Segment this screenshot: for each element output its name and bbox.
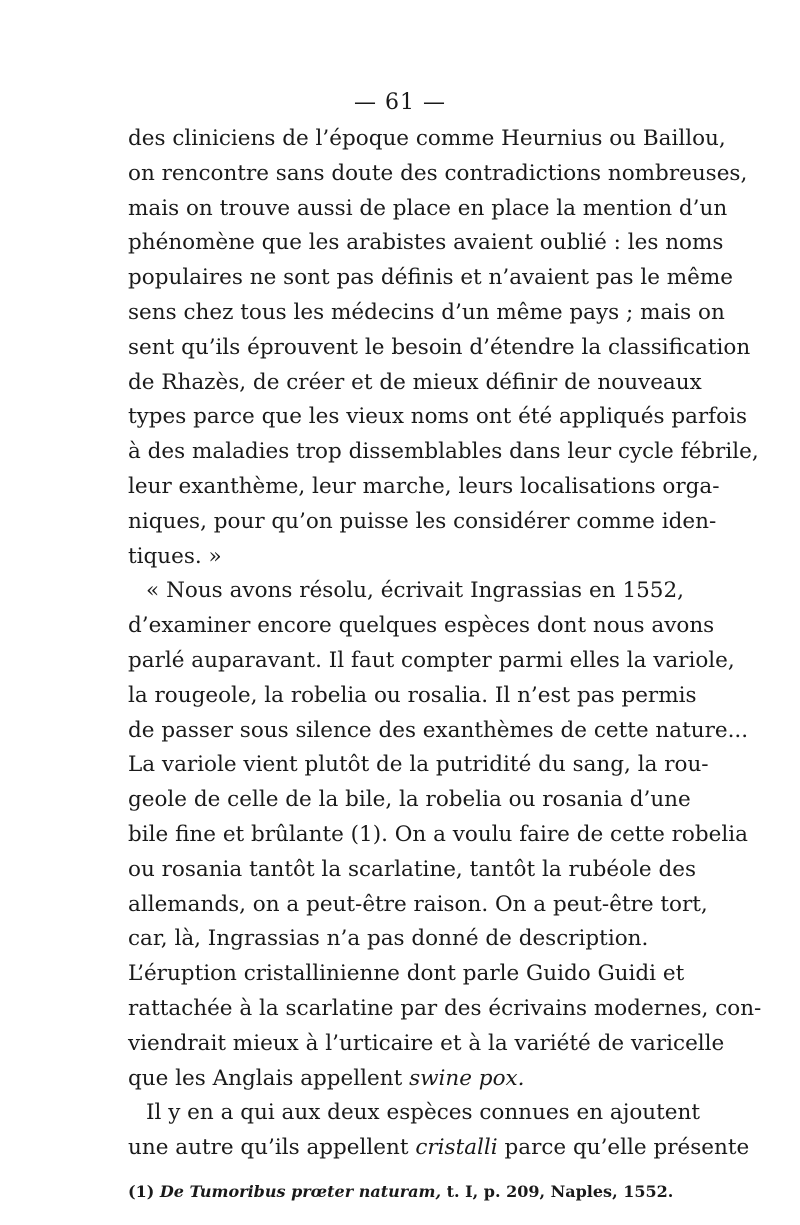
body-text <box>128 122 762 1166</box>
text-line: leur exanthème, leur marche, leurs localisations orga- <box>128 473 720 499</box>
footnote-marker: (1) <box>128 1182 155 1201</box>
text-line: geole de celle de la bile, la robelia ou rosania d’une <box>128 787 691 813</box>
italic-term: cristalli <box>415 1135 498 1161</box>
text-line: « Nous avons résolu, écrivait Ingrassias en 1552, <box>146 578 684 604</box>
footnote <box>128 1180 684 1204</box>
footnote-details: t. I, p. 209, Naples, 1552. <box>446 1182 674 1201</box>
text-line <box>128 1062 684 1097</box>
text-line: L’éruption cristallinienne dont parle Guido Guidi et <box>128 961 685 987</box>
text-line: Il y en a qui aux deux espèces connues en ajoutent <box>146 1100 701 1126</box>
text-line: parlé auparavant. Il faut compter parmi elles la variole, <box>128 647 735 673</box>
text-line: à des maladies trop dissemblables dans leur cycle fébrile, <box>128 439 759 465</box>
text-line: tiques. » <box>128 543 222 569</box>
text-line: d’examiner encore quelques espèces dont nous avons <box>128 613 715 639</box>
text-line: la rougeole, la robelia ou rosalia. Il n’est pas permis <box>128 682 697 708</box>
text-line: ou rosania tantôt la scarlatine, tantôt la rubéole des <box>128 856 696 882</box>
text-line: bile fine et brûlante (1). On a voulu faire de cette robelia <box>128 821 748 847</box>
text-line <box>128 1131 750 1166</box>
text-line: allemands, on a peut-être raison. On a peut-être tort, <box>128 891 708 917</box>
text-line: de passer sous silence des exanthèmes de cette nature... <box>128 717 749 743</box>
text-line: viendrait mieux à l’urticaire et à la variété de varicelle <box>128 1030 725 1056</box>
text-line: des cliniciens de l’époque comme Heurnius ou Baillou, <box>128 126 726 151</box>
text-line: niques, pour qu’on puisse les considérer comme iden- <box>128 508 717 534</box>
italic-term: swine pox. <box>409 1065 525 1091</box>
text-line: rattachée à la scarlatine par des écrivains modernes, con- <box>128 995 762 1021</box>
text-fragment: que les Anglais appellent <box>128 1065 403 1091</box>
footnote-title: De Tumoribus prœter naturam, <box>159 1182 442 1201</box>
page-number: — 61 — <box>354 90 446 115</box>
text-line: mais on trouve aussi de place en place la mention d’un <box>128 195 728 221</box>
text-line: on rencontre sans doute des contradictions nombreuses, <box>128 160 748 186</box>
text-line: phénomène que les arabistes avaient oublié : les noms <box>128 230 724 256</box>
text-line: sens chez tous les médecins d’un même pays ; mais on <box>128 299 725 325</box>
text-fragment: une autre qu’ils appellent <box>128 1135 409 1161</box>
text-line: La variole vient plutôt de la putridité du sang, la rou- <box>128 752 709 778</box>
text-line: car, là, Ingrassias n’a pas donné de description. <box>128 926 649 952</box>
text-line: types parce que les vieux noms ont été appliqués parfois <box>128 404 747 430</box>
text-fragment: parce qu’elle présente <box>504 1135 750 1161</box>
text-line: de Rhazès, de créer et de mieux définir de nouveaux <box>128 369 702 395</box>
text-line: sent qu’ils éprouvent le besoin d’étendre la classification <box>128 334 751 360</box>
text-line: populaires ne sont pas définis et n’avaient pas le même <box>128 265 734 291</box>
